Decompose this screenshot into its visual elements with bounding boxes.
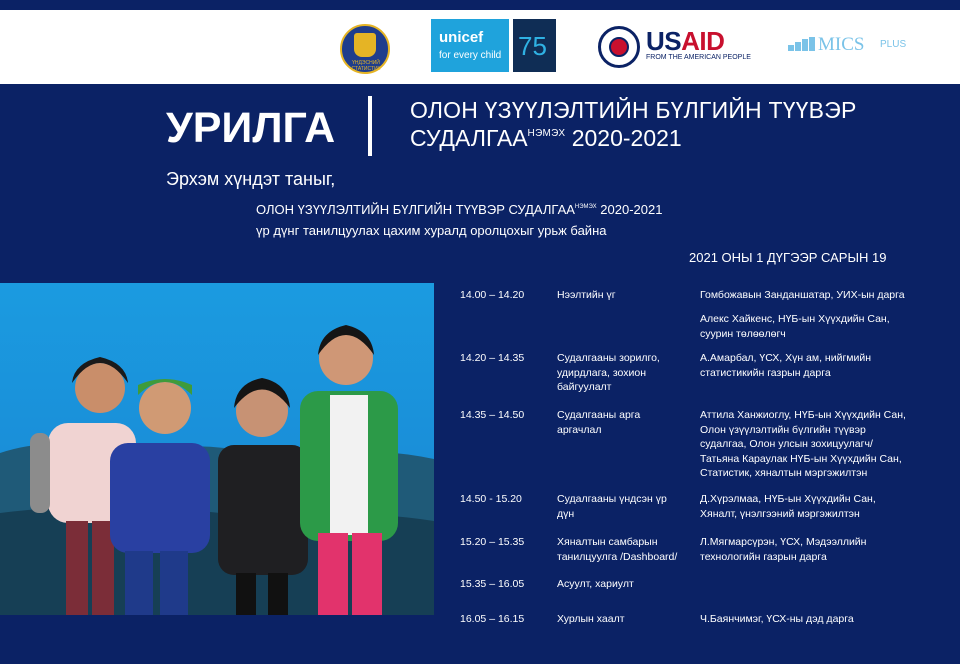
soyombo-icon (354, 33, 376, 57)
mics-wordmark: MICS (818, 34, 865, 55)
unicef-75-logo (513, 19, 556, 72)
schedule-speaker-line: Олон үзүүлэлтийн бүлгийн түүвэр (700, 423, 866, 436)
title-divider (368, 96, 372, 156)
schedule-topic-line: Хяналтын самбарын (557, 536, 658, 548)
usaid-seal-icon (598, 26, 640, 68)
schedule-speaker (700, 312, 890, 341)
survey-title-year: 2020-2021 (565, 125, 682, 151)
schedule-speaker (700, 492, 876, 521)
invitation-sup: НЭМЭХ (574, 204, 597, 210)
schedule-speaker-line: А.Амарбал, ҮСХ, Хүн ам, нийгмийн (700, 352, 872, 364)
usaid-aid: AID (681, 26, 725, 56)
schedule-speaker-line: Хяналт, үнэлгээний мэргэжилтэн (700, 507, 860, 520)
schedule-time: 14.35 – 14.50 (460, 409, 525, 421)
children-photo (0, 283, 434, 615)
schedule-topic-line: дүн (557, 507, 575, 520)
schedule-speaker-line: Ч.Баянчимэг, ҮСХ-ны дэд дарга (700, 613, 854, 625)
bars-icon (788, 37, 816, 51)
usaid-wordmark (646, 26, 724, 57)
invitation-year: 2020-2021 (596, 202, 663, 217)
schedule-speaker-line: технологийн газрын дарга (700, 550, 827, 563)
usaid-tagline: FROM THE AMERICAN PEOPLE (646, 54, 751, 61)
schedule-speaker (700, 288, 905, 303)
invitation-line2: үр дүнг танилцуулах цахим хуралд оролцохыг урьж байна (256, 223, 607, 238)
schedule-speaker-line: статистикийн газрын дарга (700, 366, 831, 379)
schedule-speaker-line: суурин төлөөлөгч (700, 327, 786, 340)
schedule-topic-line: Асуулт, хариулт (557, 578, 634, 590)
schedule-topic-line: аргачлал (557, 423, 602, 436)
schedule-topic (557, 288, 616, 303)
top-band (0, 0, 960, 10)
invitation-survey-name: ОЛОН ҮЗҮҮЛЭЛТИЙН БҮЛГИЙН ТҮҮВЭР СУДАЛГАА (256, 202, 575, 217)
survey-title-line2 (410, 125, 682, 152)
event-date: 2021 ОНЫ 1 ДҮГЭЭР САРЫН 19 (689, 250, 887, 265)
schedule-topic-line: Нээлтийн үг (557, 289, 616, 301)
schedule-topic (557, 612, 625, 627)
schedule-topic-line: байгуулалт (557, 381, 612, 393)
schedule-speaker-line: Статистик, хяналтын мэргэжилтэн (700, 467, 868, 479)
schedule-topic (557, 408, 640, 437)
schedule-topic (557, 577, 634, 592)
schedule-topic (557, 351, 660, 395)
schedule-speaker (700, 408, 906, 481)
unicef-75-number: 75 (518, 31, 547, 61)
survey-title-sup: НЭМЭХ (527, 128, 566, 139)
schedule-topic (557, 492, 667, 521)
greeting: Эрхэм хүндэт таныг, (166, 169, 336, 189)
schedule-time: 14.20 – 14.35 (460, 352, 525, 364)
children-illustration (0, 283, 434, 615)
schedule-speaker (700, 351, 871, 380)
schedule-speaker-line: Гомбожавын Занданшатар, УИХ-ын дарга (700, 289, 905, 301)
schedule-time: 16.05 – 16.15 (460, 613, 525, 625)
unicef-logo (431, 19, 509, 72)
schedule-time: 14.50 - 15.20 (460, 493, 522, 505)
schedule-speaker (700, 535, 866, 564)
schedule-speaker-line: Д.Хүрэлмаа, НҮБ-ын Хүүхдийн Сан, (700, 493, 876, 505)
schedule-speaker-line: Аттила Ханжиоглу, НҮБ-ын Хүүхдийн Сан, (700, 409, 906, 421)
survey-title-line1: ОЛОН ҮЗҮҮЛЭЛТИЙН БҮЛГИЙН ТҮҮВЭР (410, 97, 857, 123)
schedule-topic-line: Хурлын хаалт (557, 613, 625, 625)
schedule-topic-line: Судалгааны үндсэн үр (557, 493, 667, 505)
schedule-time: 14.00 – 14.20 (460, 289, 525, 301)
schedule-topic-line: танилцуулга /Dashboard/ (557, 550, 678, 563)
schedule-topic (557, 535, 677, 564)
schedule-time: 15.20 – 15.35 (460, 536, 525, 548)
page-title: УРИЛГА (166, 104, 336, 152)
schedule-topic-line: Судалгааны арга (557, 409, 641, 421)
usaid-us: US (646, 26, 682, 56)
seal-text: ҮНДЭСНИЙ СТАТИСТИК (351, 60, 381, 72)
unicef-tagline: for every child (439, 50, 502, 61)
schedule-speaker-line: Алекс Хайкенс, НҮБ-ын Хүүхдийн Сан, (700, 313, 890, 325)
schedule-topic-line: Судалгааны зорилго, (557, 352, 660, 364)
schedule-speaker-line: Л.Мягмарсүрэн, ҮСХ, Мэдээллийн (700, 536, 867, 548)
survey-title-main: СУДАЛГАА (410, 125, 528, 151)
mics-plus-text: PLUS (880, 39, 907, 50)
schedule-speaker-line: Татьяна Караулак НҮБ-ын Хүүхдийн Сан, (700, 452, 902, 465)
schedule-time: 15.35 – 16.05 (460, 578, 525, 590)
schedule-speaker (700, 612, 854, 627)
mongolia-statistics-seal-icon (340, 24, 390, 74)
schedule-speaker-line: судалгаа, Олон улсын зохицуулагч/ (700, 438, 873, 450)
unicef-wordmark: unicef (439, 29, 484, 46)
invitation-line1 (256, 202, 662, 217)
schedule-topic-line: удирдлага, зохион (557, 366, 647, 379)
